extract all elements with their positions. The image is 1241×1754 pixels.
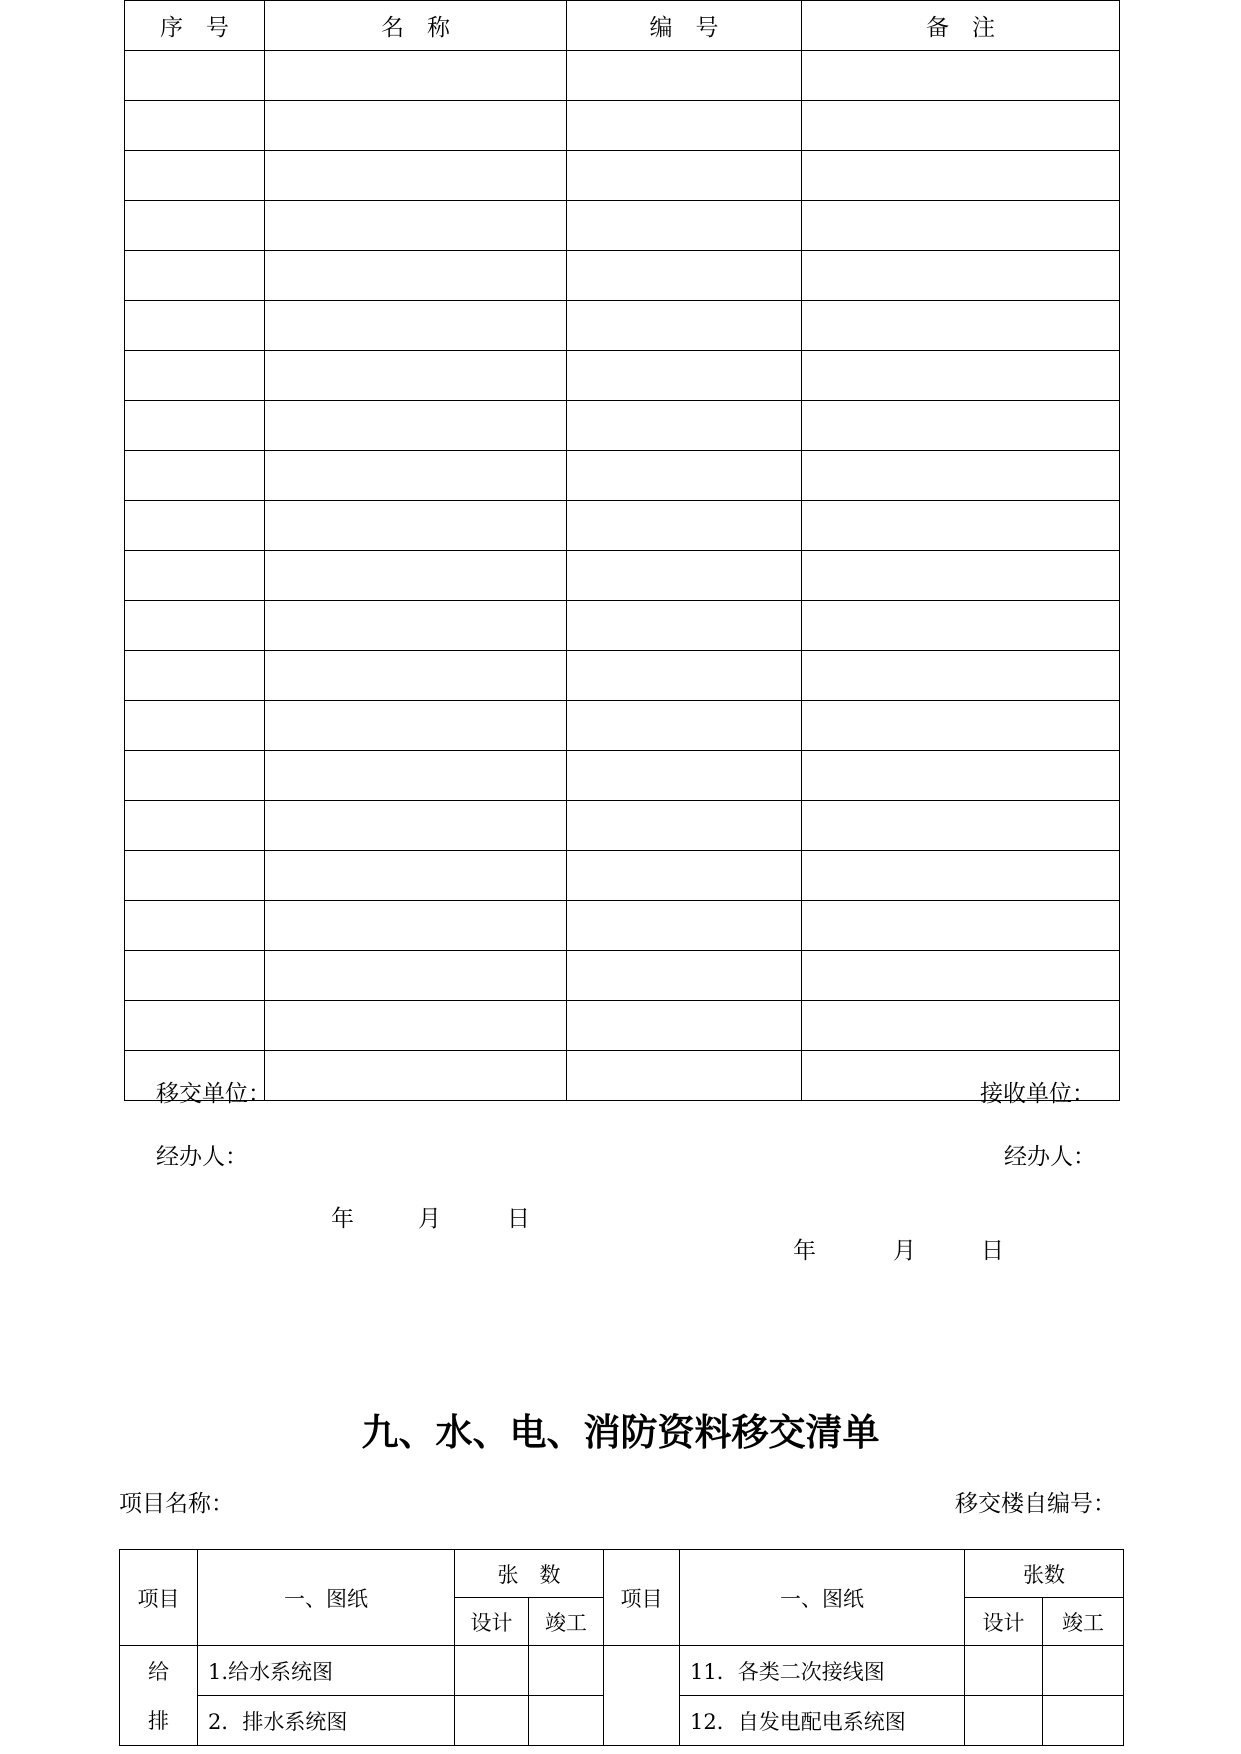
name-cell [265, 401, 567, 451]
serial-cell [125, 351, 265, 401]
number-cell [567, 801, 802, 851]
table-row [125, 51, 1120, 101]
name-cell [265, 951, 567, 1001]
serial-cell [125, 101, 265, 151]
col-header-design-right: 设计 [965, 1598, 1043, 1646]
col-header-remarks: 备 注 [802, 1, 1120, 51]
name-cell [265, 51, 567, 101]
number-cell [567, 351, 802, 401]
number-cell [567, 251, 802, 301]
name-cell [265, 851, 567, 901]
serial-cell [125, 901, 265, 951]
table-header-row [125, 1, 1120, 51]
table-row [125, 951, 1120, 1001]
col-header-name: 名 称 [265, 1, 567, 51]
serial-cell [125, 451, 265, 501]
number-cell [567, 601, 802, 651]
serial-cell [125, 951, 265, 1001]
number-cell [567, 401, 802, 451]
remarks-cell [802, 901, 1120, 951]
remarks-cell [802, 401, 1120, 451]
table-row [125, 801, 1120, 851]
table-row [125, 901, 1120, 951]
name-cell [265, 1051, 567, 1101]
col-header-project-right: 项目 [604, 1550, 680, 1646]
name-cell [265, 301, 567, 351]
table-row [125, 151, 1120, 201]
serial-cell [125, 301, 265, 351]
remarks-cell [802, 201, 1120, 251]
col-header-sheets-left: 张 数 [455, 1550, 604, 1598]
number-cell [567, 201, 802, 251]
table-row [125, 751, 1120, 801]
table-row [125, 101, 1120, 151]
table-row [125, 1001, 1120, 1051]
col-header-sheets-right: 张数 [965, 1550, 1124, 1598]
table-body [125, 51, 1120, 1101]
right-category-cell [604, 1646, 680, 1746]
serial-cell [125, 151, 265, 201]
table-row [125, 201, 1120, 251]
table-row [125, 351, 1120, 401]
date-left-year: 年 [331, 1206, 354, 1232]
table-header-row [120, 1550, 1124, 1598]
transfer-register-table [124, 0, 1120, 1101]
remarks-cell [802, 451, 1120, 501]
building-number-label: 移交楼自编号： [955, 1491, 1116, 1517]
right-item-cell: 12．自发电配电系统图 [680, 1696, 965, 1746]
serial-cell [125, 851, 265, 901]
col-header-completion-right: 竣工 [1043, 1598, 1124, 1646]
serial-cell [125, 651, 265, 701]
remarks-cell [802, 101, 1120, 151]
remarks-cell [802, 1001, 1120, 1051]
serial-cell [125, 501, 265, 551]
name-cell [265, 601, 567, 651]
left-item-cell: 1.给水系统图 [198, 1646, 455, 1696]
number-cell [567, 1001, 802, 1051]
remarks-cell [802, 51, 1120, 101]
design-count-cell [965, 1646, 1043, 1696]
left-item-cell: 2．排水系统图 [198, 1696, 455, 1746]
remarks-cell [802, 751, 1120, 801]
remarks-cell [802, 851, 1120, 901]
date-right-day: 日 [981, 1238, 1004, 1264]
table-row [120, 1646, 1124, 1696]
transfer-unit-label: 移交单位： [156, 1081, 271, 1107]
table-row [125, 1051, 1120, 1101]
remarks-cell [802, 701, 1120, 751]
handler-right-label: 经办人： [1004, 1144, 1096, 1170]
name-cell [265, 801, 567, 851]
number-cell [567, 1051, 802, 1101]
name-cell [265, 651, 567, 701]
category-cell: 给 [120, 1646, 198, 1696]
table-row [125, 451, 1120, 501]
serial-cell [125, 801, 265, 851]
remarks-cell [802, 651, 1120, 701]
serial-cell [125, 401, 265, 451]
col-header-completion-left: 竣工 [529, 1598, 604, 1646]
section-title: 九、水、电、消防资料移交清单 [361, 1411, 880, 1454]
number-cell [567, 951, 802, 1001]
number-cell [567, 151, 802, 201]
table-row [125, 501, 1120, 551]
number-cell [567, 501, 802, 551]
remarks-cell [802, 801, 1120, 851]
project-name-label: 项目名称： [119, 1491, 234, 1517]
remarks-cell [802, 601, 1120, 651]
date-left-day: 日 [507, 1206, 530, 1232]
completion-count-cell [1043, 1646, 1124, 1696]
serial-cell [125, 201, 265, 251]
number-cell [567, 51, 802, 101]
col-header-drawings-right: 一、图纸 [680, 1550, 965, 1646]
name-cell [265, 551, 567, 601]
serial-cell [125, 1001, 265, 1051]
remarks-cell [802, 251, 1120, 301]
serial-cell [125, 751, 265, 801]
handler-left-label: 经办人： [156, 1144, 248, 1170]
col-header-number: 编 号 [567, 1, 802, 51]
col-header-serial: 序 号 [125, 1, 265, 51]
table-row [125, 301, 1120, 351]
right-item-cell: 11．各类二次接线图 [680, 1646, 965, 1696]
number-cell [567, 451, 802, 501]
handover-list-table [119, 1549, 1124, 1746]
number-cell [567, 851, 802, 901]
remarks-cell [802, 951, 1120, 1001]
serial-cell [125, 701, 265, 751]
serial-cell [125, 601, 265, 651]
design-count-cell [965, 1696, 1043, 1746]
remarks-cell [802, 151, 1120, 201]
number-cell [567, 551, 802, 601]
name-cell [265, 451, 567, 501]
date-right-year: 年 [793, 1238, 816, 1264]
remarks-cell [802, 351, 1120, 401]
serial-cell [125, 251, 265, 301]
col-header-project-left: 项目 [120, 1550, 198, 1646]
table-row [125, 651, 1120, 701]
name-cell [265, 701, 567, 751]
number-cell [567, 301, 802, 351]
col-header-drawings-left: 一、图纸 [198, 1550, 455, 1646]
table-row [125, 401, 1120, 451]
number-cell [567, 101, 802, 151]
table-row [125, 701, 1120, 751]
completion-count-cell [529, 1696, 604, 1746]
serial-cell [125, 551, 265, 601]
category-cell: 排 [120, 1696, 198, 1746]
remarks-cell [802, 551, 1120, 601]
date-right-month: 月 [893, 1238, 916, 1264]
name-cell [265, 151, 567, 201]
number-cell [567, 901, 802, 951]
number-cell [567, 751, 802, 801]
design-count-cell [455, 1646, 529, 1696]
completion-count-cell [1043, 1696, 1124, 1746]
name-cell [265, 201, 567, 251]
name-cell [265, 751, 567, 801]
name-cell [265, 351, 567, 401]
name-cell [265, 251, 567, 301]
completion-count-cell [529, 1646, 604, 1696]
design-count-cell [455, 1696, 529, 1746]
date-left-month: 月 [418, 1206, 441, 1232]
number-cell [567, 651, 802, 701]
table-row [125, 851, 1120, 901]
remarks-cell [802, 501, 1120, 551]
serial-cell [125, 51, 265, 101]
table-row [125, 601, 1120, 651]
name-cell [265, 1001, 567, 1051]
receive-unit-label: 接收单位： [980, 1081, 1095, 1107]
name-cell [265, 501, 567, 551]
remarks-cell [802, 301, 1120, 351]
table-row [125, 251, 1120, 301]
name-cell [265, 901, 567, 951]
number-cell [567, 701, 802, 751]
name-cell [265, 101, 567, 151]
table-row [125, 551, 1120, 601]
col-header-design-left: 设计 [455, 1598, 529, 1646]
